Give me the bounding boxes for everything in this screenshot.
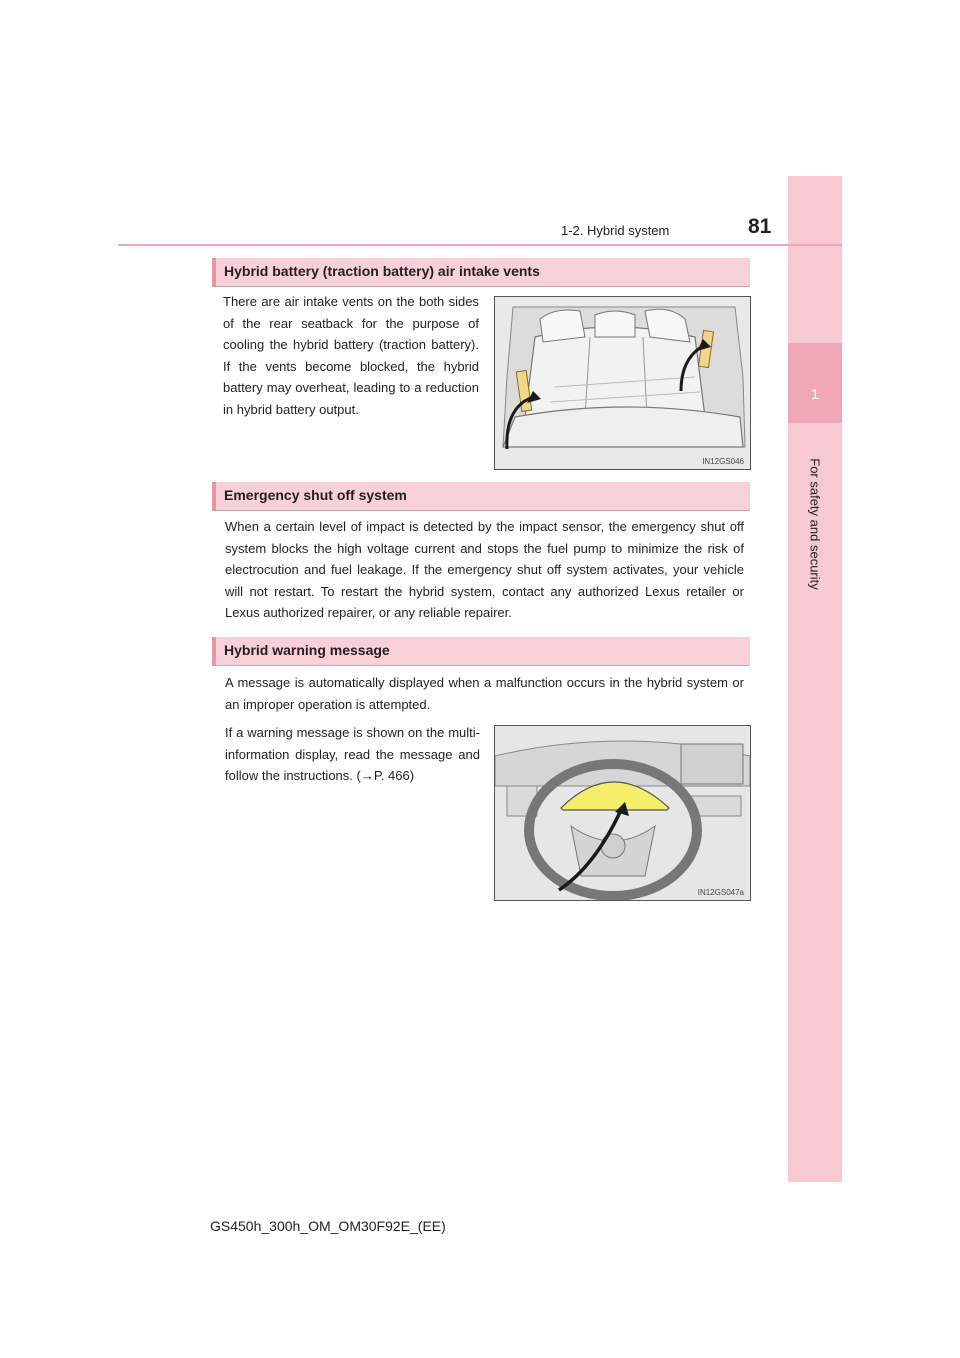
section-heading-emergency-shut-off [212, 482, 750, 511]
figure-code: IN12GS047a [697, 888, 744, 897]
section-heading-air-intake-vents [212, 258, 750, 287]
multi-information-display-paragraph: If a warning message is shown on the multi-information display, read the message and follow the instructions. (→P. 466) [225, 725, 480, 783]
multi-information-display-figure [494, 725, 751, 901]
figure-code: IN12GS046 [702, 457, 744, 466]
header-rule [118, 244, 842, 246]
side-tab [788, 176, 842, 1182]
rear-seat-air-intake-figure [494, 296, 751, 470]
section-heading-hybrid-warning [212, 637, 750, 666]
rear-seat-illustration [495, 297, 750, 469]
page-number: 81 [748, 215, 772, 238]
steering-wheel-illustration [495, 726, 750, 900]
chapter-number: 1 [810, 386, 820, 403]
hybrid-warning-paragraph: A message is automatically displayed when a malfunction occurs in the hybrid system or an improper operation is attempted. [225, 675, 744, 712]
footer-doc-code: GS450h_300h_OM_OM30F92E_(EE) [210, 1218, 446, 1234]
section-heading-text: Hybrid battery (traction battery) air intake vents [224, 263, 540, 279]
air-intake-paragraph: There are air intake vents on the both sides of the rear seatback for the purpose of cooling the hybrid battery (traction battery). If the vents become blocked, the hybrid battery may overheat, leading to a reduction in hybrid battery output. [223, 294, 479, 417]
header-section-title: 1-2. Hybrid system [561, 223, 670, 238]
heading-accent-bar [212, 482, 216, 510]
section-heading-text: Hybrid warning message [224, 642, 390, 658]
heading-accent-bar [212, 258, 216, 286]
emergency-shut-off-paragraph: When a certain level of impact is detected by the impact sensor, the emergency shut off system blocks the high voltage current and stops the fuel pump to minimize the risk of electrocution and fuel leakage. If the emergency shut off system activates, your vehicle will not restart. To restart the hybrid system, contact any authorized Lexus retailer or Lexus authorized repairer, or any reliable repairer. [225, 519, 744, 620]
heading-accent-bar [212, 637, 216, 665]
side-tab-chapter-marker [788, 343, 842, 423]
chapter-title: For safety and security [807, 458, 823, 590]
section-heading-text: Emergency shut off system [224, 487, 407, 503]
